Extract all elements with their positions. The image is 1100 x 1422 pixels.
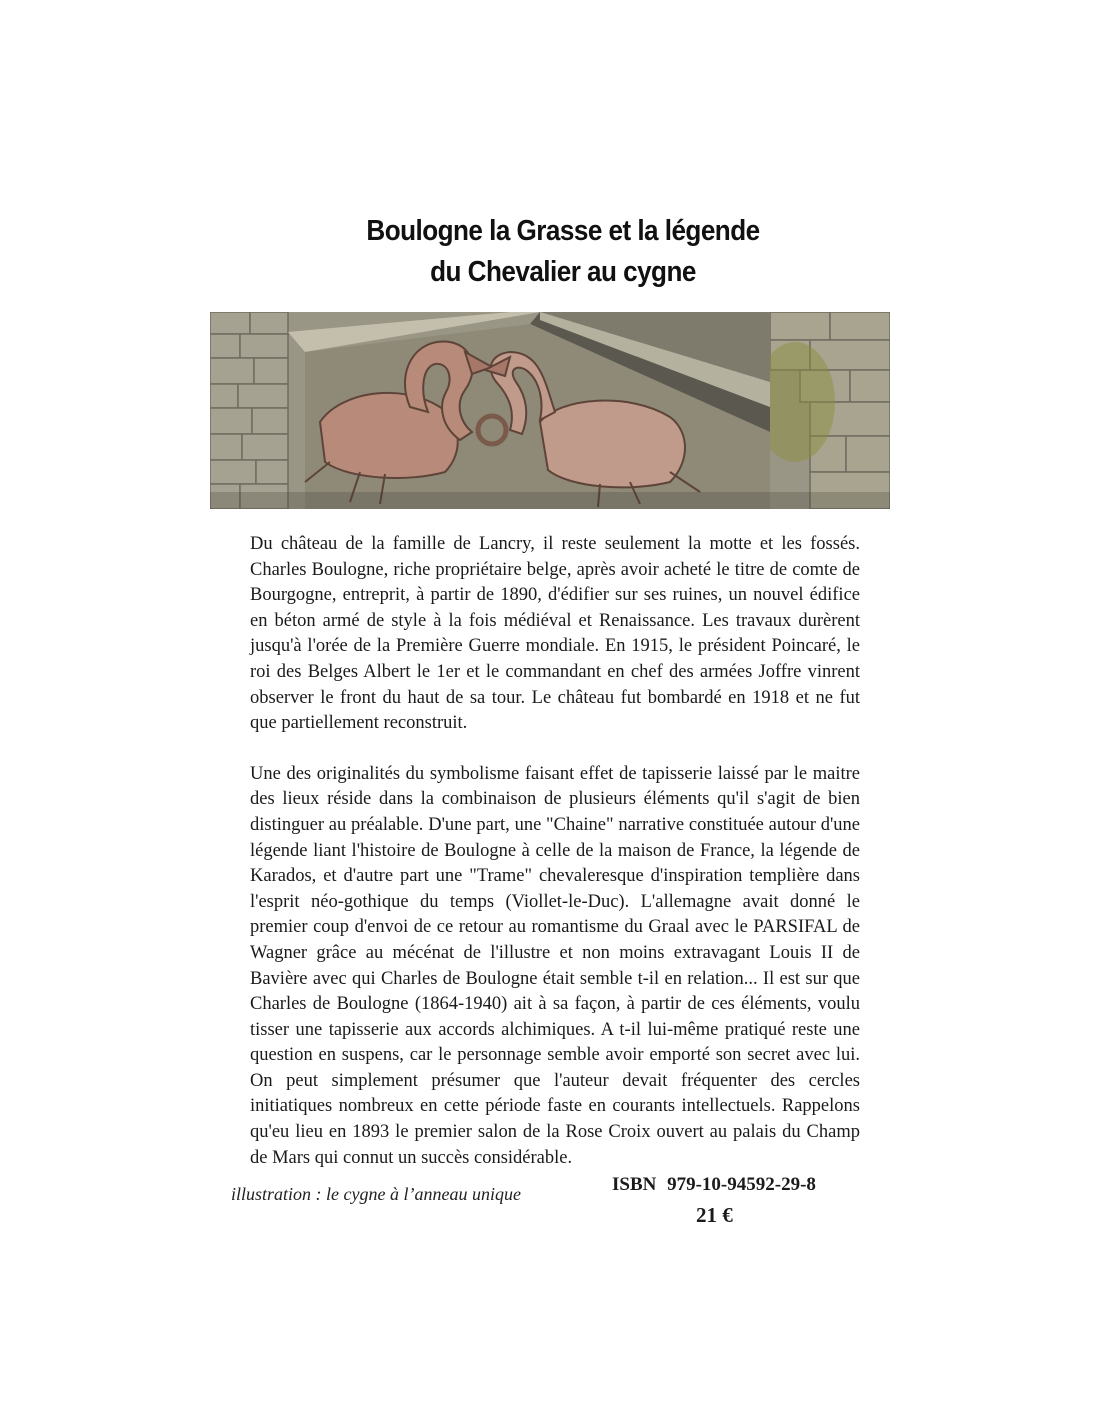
title-line-1: Boulogne la Grasse et la légende [366,215,760,247]
paragraph-1: Du château de la famille de Lancry, il reste seulement la motte et les fossés. Charles Boulogne, riche propriétaire belge, après avoir acheté le titre de comte de Bourgogne, entreprit, à partir de 1890, d'édifier sur ses ruines, un nouvel édifice en béton armé de style à la fois médiéval et Renaissance. Les travaux durèrent jusqu'à l'orée de la Première Guerre mondiale. En 1915, le président Poincaré, le roi des Belges Albert le 1er et le commandant en chef des armées Joffre vinrent observer le front du haut de sa tour. Le château fut bombardé en 1918 et ne fut que partiellement reconstruit. [250,534,860,734]
paragraph-2: Une des originalités du symbolisme faisant effet de tapisserie laissé par le maitre des lieux réside dans la combinaison de plusieurs éléments qu'il s'agit de bien distinguer au préalable. D'une part, une "Chaine" narrative constituée autour d'une légende liant l'histoire de Boulogne à celle de la maison de France, la légende de Karados, et d'autre part une "Trame" chevaleresque d'inspiration templière dans l'esprit néo-gothique du temps (Viollet-le-Duc). L'allemagne avait donné le premier coup d'envoi de ce retour au romantisme du Graal avec le PARSIFAL de Wagner grâce au mécénat de l'illustre et non moins extravagant Louis II de Bavière avec qui Charles de Boulogne était semble t-il en relation... Il est sur que Charles de Boulogne (1864-1940) ait à sa façon, à partir de ces éléments, voulu tisser une tapisserie aux accords alchimiques. A t-il lui-même pratiqué reste une question en suspens, car le personnage semble avoir emporté son secret avec lui. On peut simplement présumer que l'auteur devait fréquenter des cercles initiatiques nombreux en cette période faste en courants intellectuels. Rappelons qu'eu lieu en 1893 le premier salon de la Rose Croix ouvert au palais du Champ de Mars qui connut un succès considérable. [250,763,860,1168]
title-line-2: du Chevalier au cygne [430,256,696,288]
swan-sculpture-image [210,312,890,509]
price: 21 € [696,1203,733,1227]
body-text [250,532,860,1171]
illustration-caption: illustration : le cygne à l’anneau unique [231,1184,521,1204]
isbn-number: ISBN 979-10-94592-29-8 [612,1174,816,1195]
cover-photo [210,312,890,509]
page-title [281,211,844,293]
